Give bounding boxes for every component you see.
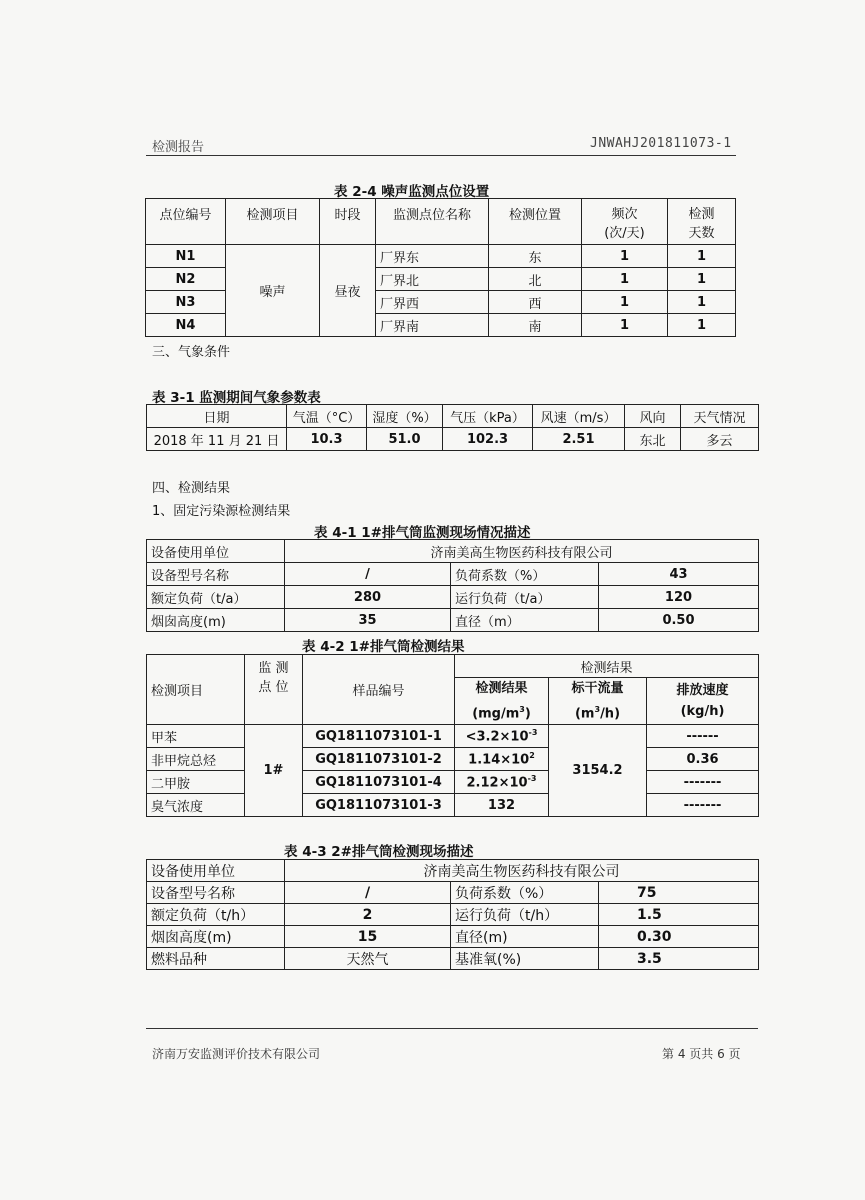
table-cell: 厂界西 [376,291,489,314]
table-cell: ------ [647,725,759,748]
th-rate-line2: (kg/h) [680,704,725,720]
table-cell: 1 [582,245,668,268]
table-cell: 3.5 [599,948,759,970]
th-wind-speed: 风速（m/s） [533,405,625,428]
stack-1-description-table [146,539,759,632]
th-item: 检测项目 [226,199,320,245]
th-flow: 标干流量 $(m^3/h)$ [549,678,647,725]
table-cell: 1 [668,314,736,337]
table-cell: 2018 年 11 月 21 日 [147,428,287,451]
th-point-id: 点位编号 [146,199,226,245]
table-cell: 昼夜 [320,245,376,337]
table-cell: GQ1811073101-4 [303,771,455,794]
conc-value: 1.14×10 [468,752,530,768]
th-sample-id: 样品编号 [303,655,455,725]
table-cell: 厂界东 [376,245,489,268]
th-days-line2: 天数 [688,225,715,241]
section-4-heading: 四、检测结果 [152,481,231,496]
th-frequency-line1: 频次 [611,206,638,222]
table-3-1-title: 表 3-1 监测期间气象参数表 [152,390,321,406]
table-cell: 75 [599,882,759,904]
table-cell: 10.3 [287,428,367,451]
table-cell: 0.50 [599,609,759,632]
th-weather: 天气情况 [681,405,759,428]
conc-value: <3.2×10 [465,729,529,745]
table-cell: 运行负荷（t/a） [451,586,599,609]
table-cell: 1# [245,725,303,817]
weather-table [146,404,759,451]
table-cell: 噪声 [226,245,320,337]
table-cell: 厂界南 [376,314,489,337]
table-cell: 多云 [681,428,759,451]
table-cell: 直径(m) [451,926,599,948]
table-cell: 1.5 [599,904,759,926]
table-cell: 设备型号名称 [147,563,285,586]
table-cell: 非甲烷总烃 [147,748,245,771]
table-cell: ------- [647,771,759,794]
table-cell: 设备使用单位 [147,860,285,882]
th-humidity: 湿度（%） [367,405,443,428]
table-4-3-title: 表 4-3 2#排气筒检测现场描述 [284,844,474,860]
table-cell: 设备使用单位 [147,540,285,563]
th-wind-dir: 风向 [625,405,681,428]
table-cell: 43 [599,563,759,586]
th-frequency [582,199,668,245]
conc-value: 2.12×10 [466,775,528,791]
th-concentration-line1: 检测结果 [475,681,528,696]
table-cell: 天然气 [285,948,451,970]
table-cell: N3 [146,291,226,314]
table-cell: 二甲胺 [147,771,245,794]
th-days [668,199,736,245]
table-cell: 0.30 [599,926,759,948]
th-flow-line2b: /h) [600,706,621,722]
th-results-group: 检测结果 [455,655,759,678]
table-cell: 甲苯 [147,725,245,748]
stack-1-results-table [146,654,759,817]
section-4-1-heading: 1、固定污染源检测结果 [152,504,291,519]
table-cell: 燃料品种 [147,948,285,970]
table-cell: 南 [489,314,582,337]
table-cell: 设备型号名称 [147,882,285,904]
table-cell: 东 [489,245,582,268]
table-cell [455,771,549,794]
table-cell: 1 [668,268,736,291]
table-cell: 额定负荷（t/h） [147,904,285,926]
th-period: 时段 [320,199,376,245]
footer-divider [146,1028,758,1029]
table-cell: 济南美高生物医药科技有限公司 [285,860,759,882]
table-2-4-title: 表 2-4 噪声监测点位设置 [334,184,490,200]
th-days-line1: 检测 [688,206,715,222]
table-cell: 2.51 [533,428,625,451]
th-monitor-point-line2: 点 位 [258,680,289,695]
table-cell: GQ1811073101-1 [303,725,455,748]
table-cell: 280 [285,586,451,609]
th-test-item: 检测项目 [147,655,245,725]
table-cell: 1 [668,291,736,314]
table-cell: 负荷系数（%） [451,563,599,586]
table-cell: ------- [647,794,759,817]
th-frequency-line2: (次/天) [604,225,645,241]
th-date: 日期 [147,405,287,428]
table-cell: 厂界北 [376,268,489,291]
table-cell: 1 [582,291,668,314]
table-cell: N2 [146,268,226,291]
th-position: 检测位置 [489,199,582,245]
table-cell: 运行负荷（t/h） [451,904,599,926]
table-cell: 烟囱高度(m) [147,926,285,948]
th-rate-line1: 排放速度 [676,683,729,699]
table-cell [455,748,549,771]
th-pressure: 气压（kPa） [443,405,533,428]
table-cell: 直径（m） [451,609,599,632]
header-divider [146,155,736,156]
footer-company: 济南万安监测评价技术有限公司 [152,1047,321,1061]
stack-2-description-table [146,859,759,970]
th-temp: 气温（°C） [287,405,367,428]
table-cell: 120 [599,586,759,609]
table-4-2-title: 表 4-2 1#排气筒检测结果 [302,639,465,655]
table-cell: 51.0 [367,428,443,451]
conc-exponent: -3 [528,728,538,738]
th-emission-rate [647,678,759,725]
report-number: JNWAHJ201811073-1 [590,136,732,151]
footer-page-number: 第 4 页共 6 页 [662,1047,741,1061]
table-cell: 1 [668,245,736,268]
table-cell: / [285,882,451,904]
table-cell: 东北 [625,428,681,451]
table-cell: GQ1811073101-2 [303,748,455,771]
table-4-1-title: 表 4-1 1#排气筒监测现场情况描述 [314,525,531,541]
table-cell: 0.36 [647,748,759,771]
table-cell: 济南美高生物医药科技有限公司 [285,540,759,563]
table-cell: 额定负荷（t/a） [147,586,285,609]
table-cell: 负荷系数（%） [451,882,599,904]
table-cell: 35 [285,609,451,632]
report-header-label: 检测报告 [152,140,205,155]
table-cell: 1 [582,268,668,291]
table-cell: 西 [489,291,582,314]
table-cell: GQ1811073101-3 [303,794,455,817]
table-cell: 15 [285,926,451,948]
table-cell: / [285,563,451,586]
table-cell: 2 [285,904,451,926]
conc-exponent: -3 [527,774,537,784]
th-point-name: 监测点位名称 [376,199,489,245]
table-cell: 北 [489,268,582,291]
th-concentration-line2: (mg/m [472,706,520,722]
noise-point-table [145,198,736,337]
conc-exponent: 2 [529,751,535,761]
table-cell: N1 [146,245,226,268]
table-cell: 3154.2 [549,725,647,817]
table-cell: 臭气浓度 [147,794,245,817]
th-flow-line2: (m [574,706,595,722]
table-cell: 基准氧(%) [451,948,599,970]
section-3-heading: 三、气象条件 [152,345,231,360]
table-cell: 102.3 [443,428,533,451]
th-concentration: 检测结果 $(mg/m^3)$ [455,678,549,725]
table-cell [455,725,549,748]
table-cell: N4 [146,314,226,337]
th-monitor-point-line1: 监 测 [258,661,289,676]
table-cell: 烟囱高度(m) [147,609,285,632]
th-flow-line1: 标干流量 [571,681,624,696]
table-cell: 132 [455,794,549,817]
table-cell: 1 [582,314,668,337]
th-monitor-point [245,655,303,725]
